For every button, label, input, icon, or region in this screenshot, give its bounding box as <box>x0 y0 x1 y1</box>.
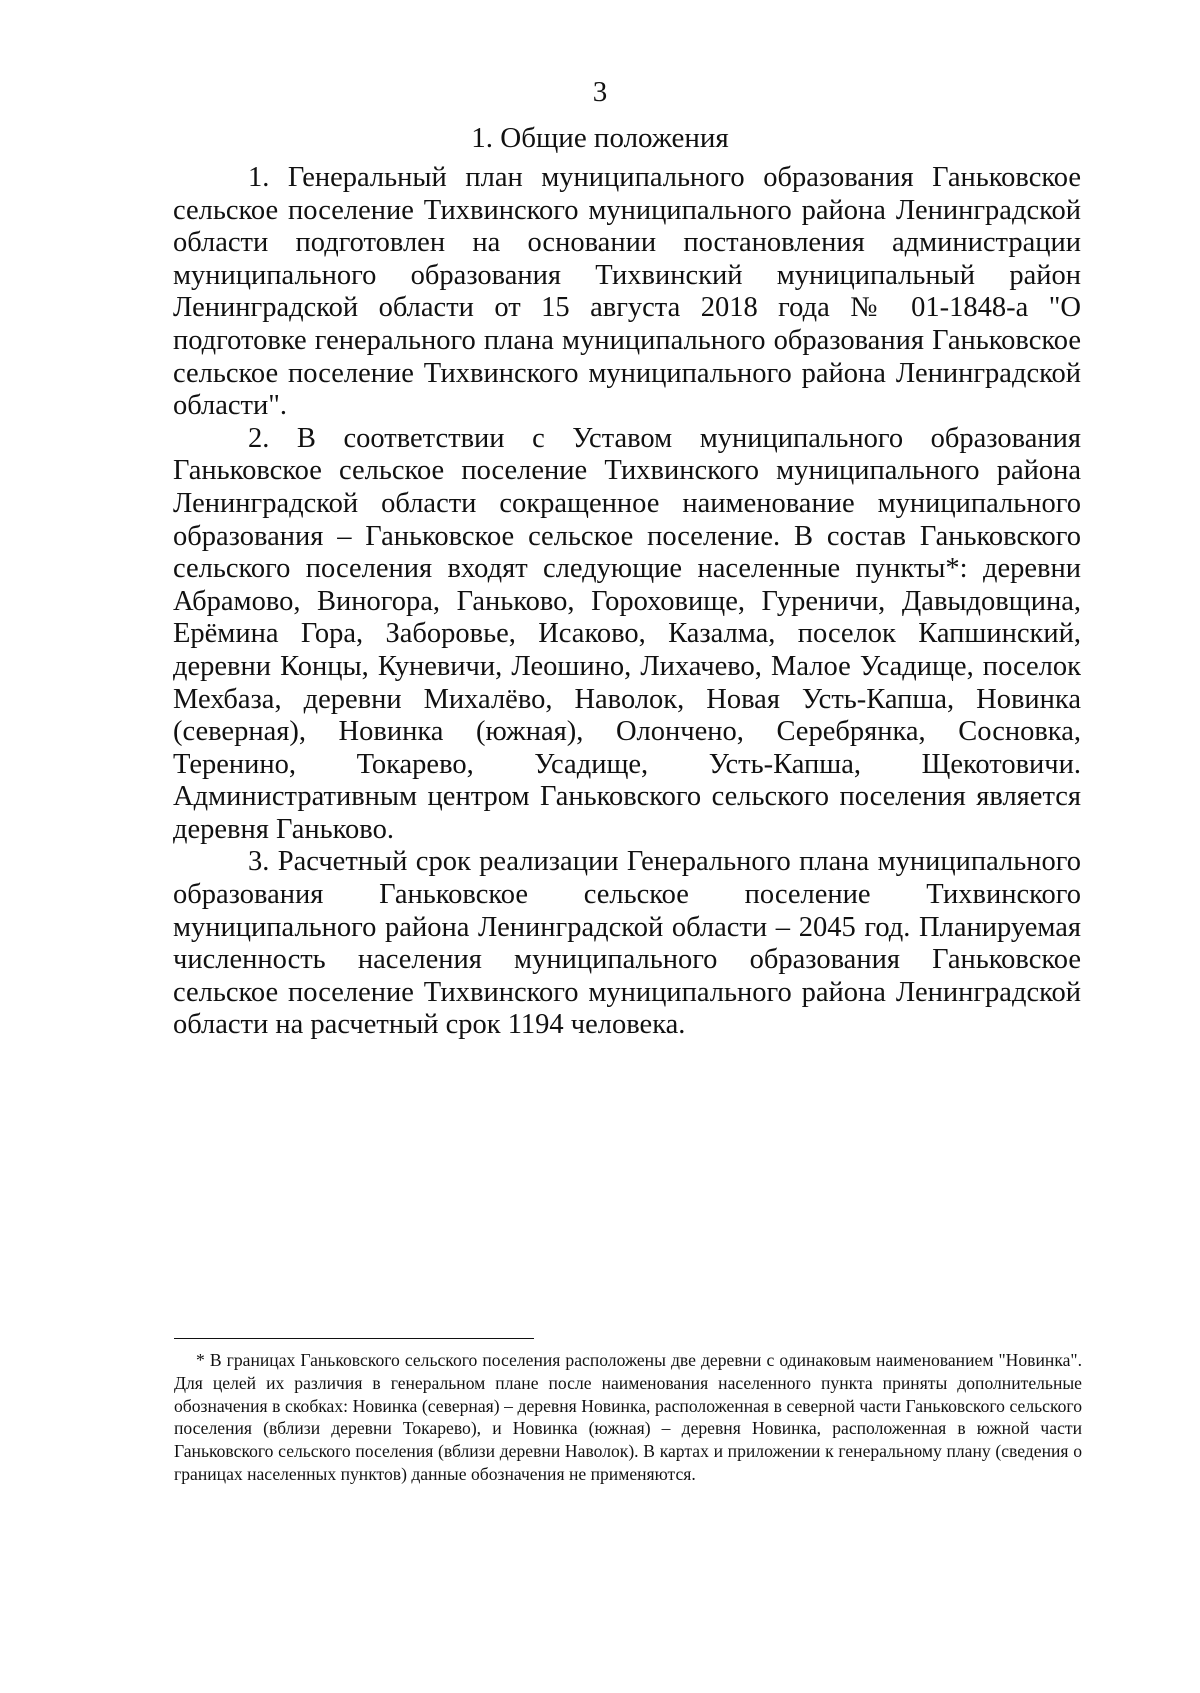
footnote: * В границах Ганьковского сельского поселения расположены две деревни с одинаковым наименованием "Новинка". Для целей их различия в генеральном плане после наименования населенного пункта приняты дополнительные обозначения в скобках: Новинка (северная) – деревня Новинка, расположенная в северной части Ганьковского сельского поселения (вблизи деревни Токарево), и Новинка (южная) – деревня Новинка, расположенная в южной части Ганьковского сельского поселения (вблизи деревни Наволок). В картах и приложении к генеральному плану (сведения о границах населенных пунктов) данные обозначения не применяются. <box>174 1350 1082 1484</box>
section-title: 1. Общие положения <box>471 122 729 154</box>
paragraph-2: 2. В соответствии с Уставом муниципального образования Ганьковское сельское поселение Тихвинского муниципального района Ленинградской области сокращенное наименование муниципального образования – Ганьковское сельское поселение. В состав Ганьковского сельского поселения входят следующие населенные пункты*: деревни Абрамово, Виногора, Ганьково, Гороховище, Гуреничи, Давыдовщина, Ерёмина Гора, Заборовье, Исаково, Казалма, поселок Капшинский, деревни Концы, Куневичи, Леошино, Лихачево, Малое Усадище, поселок Мехбаза, деревни Михалёво, Наволок, Новая Усть-Капша, Новинка (северная), Новинка (южная), Олончено, Серебрянка, Сосновка, Теренино, Токарево, Усадище, Усть-Капша, Щекотовичи. Административным центром Ганьковского сельского поселения является деревня Ганьково. <box>173 422 1081 845</box>
paragraph-1: 1. Генеральный план муниципального образования Ганьковское сельское поселение Тихвинского муниципального района Ленинградской области подготовлен на основании постановления администрации муниципального образования Тихвинский муниципальный район Ленинградской области от 15 августа 2018 года № 01-1848-а "О подготовке генерального плана муниципального образования Ганьковское сельское поселение Тихвинского муниципального района Ленинградской области". <box>173 162 1081 422</box>
paragraph-3: 3. Расчетный срок реализации Генерального плана муниципального образования Ганьковское сельское поселение Тихвинского муниципального района Ленинградской области – 2045 год. Планируемая численность населения муниципального образования Ганьковское сельское поселение Тихвинского муниципального района Ленинградской области на расчетный срок 1194 человека. <box>173 846 1081 1041</box>
footnote-separator <box>174 1338 534 1339</box>
page-number: 3 <box>592 76 608 108</box>
body-text <box>173 162 1081 1042</box>
